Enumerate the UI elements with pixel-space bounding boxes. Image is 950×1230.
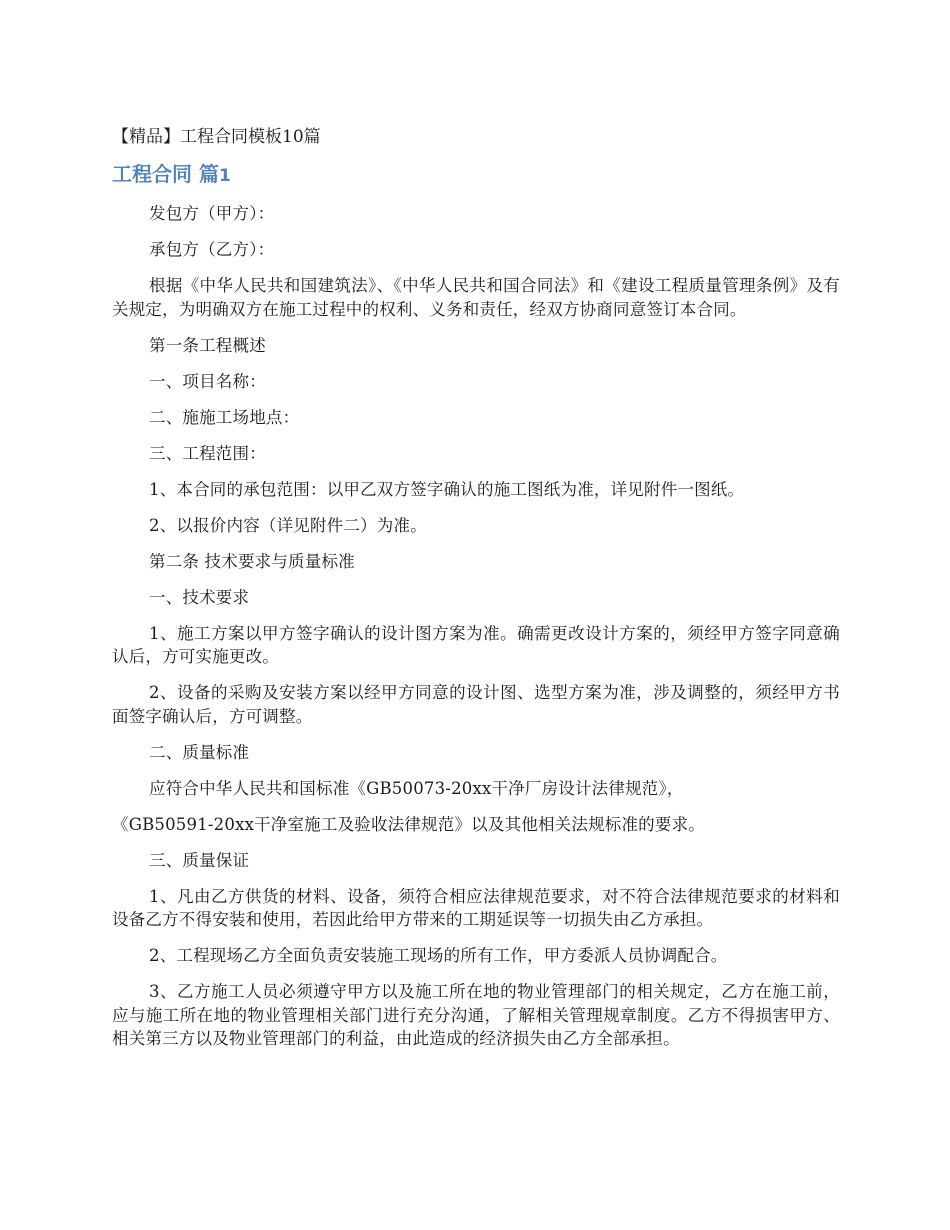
paragraph-quality-assurance: 三、质量保证 — [149, 850, 250, 870]
paragraph-standard-2: 《GB50591-20xx干净室施工及验收法律规范》以及其他相关法规标准的要求。 — [112, 814, 705, 834]
paragraph-tech-2: 2、设备的采购及安装方案以经甲方同意的设计图、选型方案为准，涉及调整的，须经甲方书面签字确认后，方可调整。 — [112, 683, 840, 726]
paragraph-scope: 三、工程范围： — [149, 443, 266, 463]
paragraph-qa-1: 1、凡由乙方供货的材料、设备，须符合相应法律规范要求，对不符合法律规范要求的材料和设备乙方不得安装和使用，若因此给甲方带来的工期延误等一切损失由乙方承担。 — [112, 886, 840, 929]
section-heading-text: 工程合同 篇 — [112, 162, 219, 186]
paragraph-scope-2: 2、以报价内容（详见附件二）为准。 — [149, 515, 427, 535]
paragraph-preamble: 根据《中华人民共和国建筑法》、《中华人民共和国合同法》和《建设工程质量管理条例》及有关规定，为明确双方在施工过程中的权利、义务和责任，经双方协商同意签订本合同。 — [112, 276, 840, 319]
paragraph-scope-1: 1、本合同的承包范围：以甲乙双方签字确认的施工图纸为准，详见附件一图纸。 — [149, 479, 745, 499]
paragraph-tech-1: 1、施工方案以甲方签字确认的设计图方案为准。确需更改设计方案的，须经甲方签字同意确认后，方可实施更改。 — [112, 623, 840, 666]
section-heading-number: 1 — [218, 166, 231, 186]
paragraph-quality-standard: 二、质量标准 — [149, 742, 250, 762]
paragraph-article-1: 第一条工程概述 — [149, 335, 266, 355]
paragraph-qa-2: 2、工程现场乙方全面负责安装施工现场的所有工作，甲方委派人员协调配合。 — [149, 946, 728, 965]
paragraph-project-name: 一、项目名称： — [149, 371, 266, 391]
paragraph-tech-requirements: 一、技术要求 — [149, 587, 250, 607]
paragraph-standard-1: 应符合中华人民共和国标准《GB50073-20xx干净厂房设计法律规范》， — [149, 778, 684, 798]
paragraph-qa-3: 3、乙方施工人员必须遵守甲方以及施工所在地的物业管理部门的相关规定，乙方在施工前，应与施工所在地的物业管理相关部门进行充分沟通，了解相关管理规章制度。乙方不得损害甲方、相关第三方以及物业管理部门的利益，由此造成的经济损失由乙方全部承担。 — [112, 982, 840, 1048]
paragraph-article-2: 第二条 技术要求与质量标准 — [149, 551, 355, 571]
document-page — [112, 124, 840, 1063]
section-heading — [112, 160, 840, 190]
document-title: 【精品】工程合同模板10篇 — [112, 127, 321, 147]
paragraph-site-location: 二、施施工场地点： — [149, 407, 300, 427]
paragraph-party-b: 承包方（乙方）： — [149, 240, 275, 259]
paragraph-party-a: 发包方（甲方）： — [149, 204, 275, 223]
